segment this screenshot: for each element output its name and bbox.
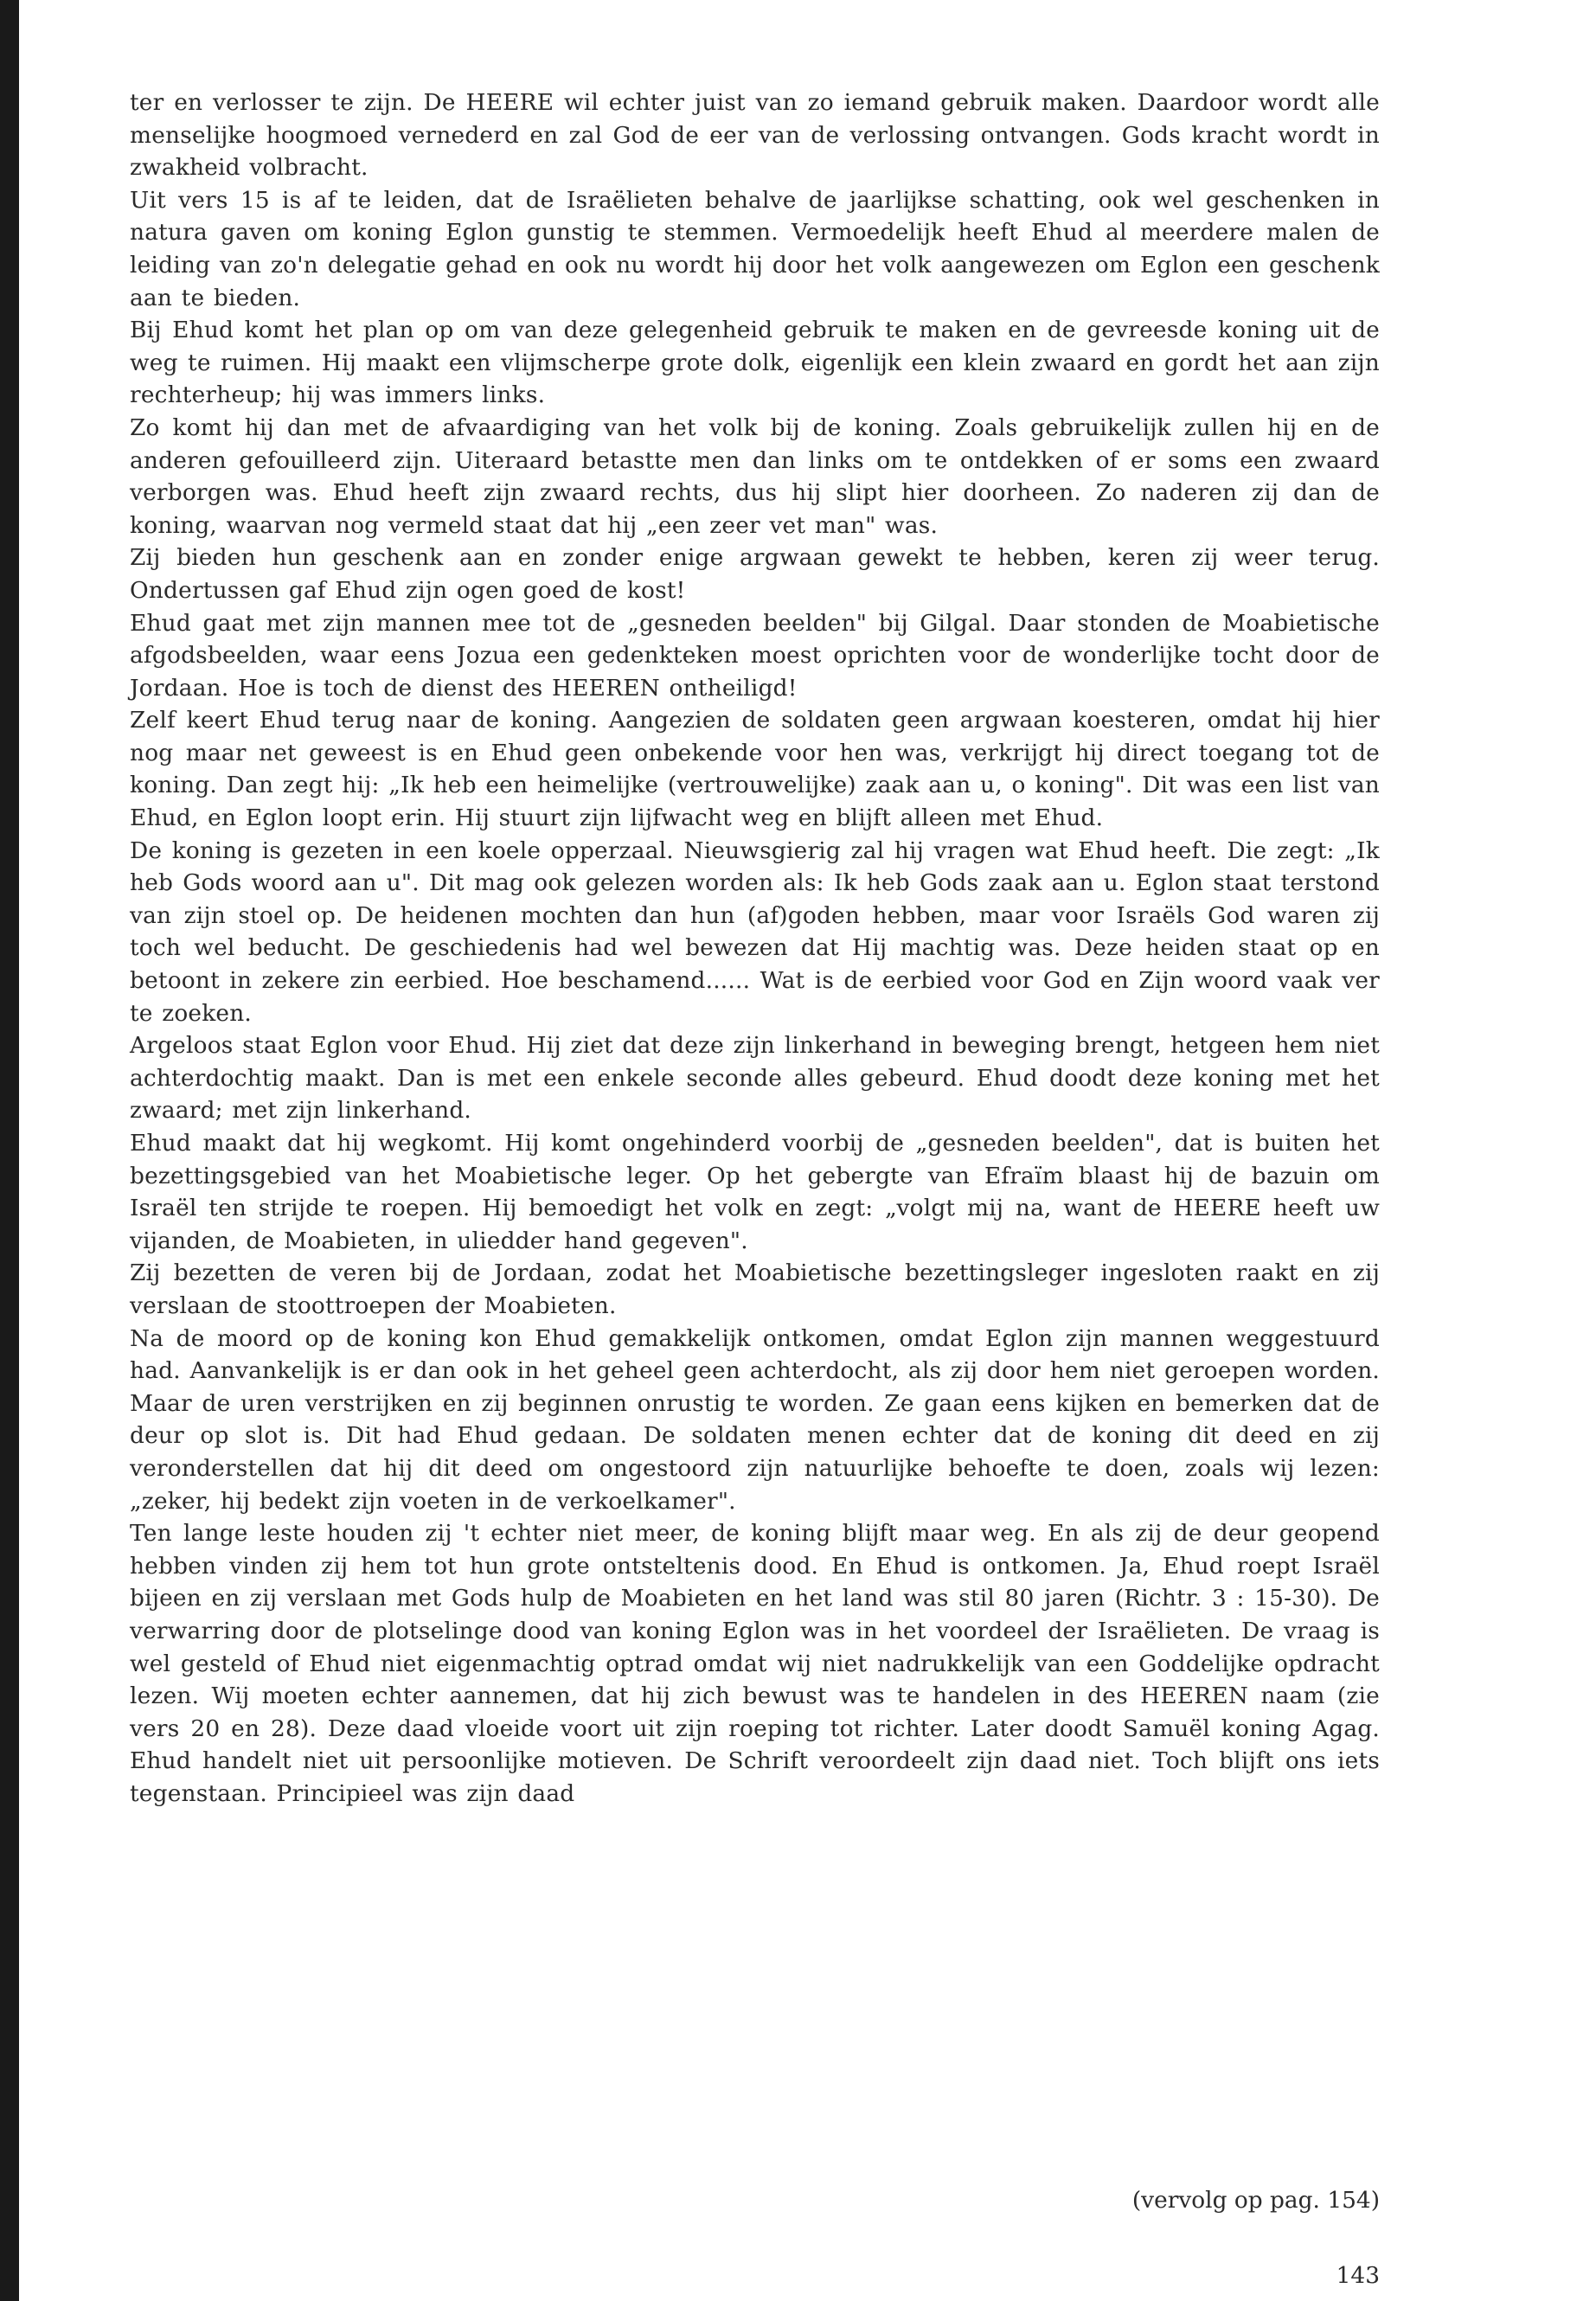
page-number: 143 — [1336, 2262, 1380, 2289]
paragraph-7: Zelf keert Ehud terug naar de koning. Aangezien de soldaten geen argwaan koesteren, omdat hij hier nog maar net geweest is en Ehud geen onbekende voor hen was, verkrijgt hij direct toegang tot de koning. Dan zegt hij: „Ik heb een heimelijke (vertrouwelijke) zaak aan u, o koning". Dit was een list van Ehud, en Eglon loopt erin. Hij stuurt zijn lijfwacht weg en blijft alleen met Ehud. — [130, 707, 1380, 832]
paragraph-10: Ehud maakt dat hij wegkomt. Hij komt ongehinderd voorbij de „gesneden beelden", dat is buiten het bezettingsgebied van het Moabietische leger. Op het gebergte van Efraïm blaast hij de bazuin om Israël ten strijde te roepen. Hij bemoedigt het volk en zegt: „volgt mij na, want de HEERE heeft uw vijanden, de Moabieten, in uliedder hand gegeven". — [130, 1130, 1380, 1254]
paragraph-6: Ehud gaat met zijn mannen mee tot de „gesneden beelden" bij Gilgal. Daar stonden de Moabietische afgodsbeelden, waar eens Jozua een gedenkteken moest oprichten voor de wonderlijke tocht door de Jordaan. Hoe is toch de dienst des HEEREN ontheiligd! — [130, 609, 1380, 702]
paragraph-12: Na de moord op de koning kon Ehud gemakkelijk ontkomen, omdat Eglon zijn mannen weggestuurd had. Aanvankelijk is er dan ook in het geheel geen achterdocht, als zij door hem niet geroepen worden. Maar de uren verstrijken en zij beginnen onrustig te worden. Ze gaan eens kijken en bemerken dat de deur op slot is. Dit had Ehud gedaan. De soldaten menen echter dat de koning dit deed en zij veronderstellen dat hij dit deed om ongestoord zijn natuurlijke behoefte te doen, zoals wij lezen: „zeker, hij bedekt zijn voeten in de verkoelkamer". — [130, 1324, 1380, 1515]
continuation-note: (vervolg op pag. 154) — [1131, 2187, 1380, 2214]
paragraph-4: Zo komt hij dan met de afvaardiging van het volk bij de koning. Zoals gebruikelijk zullen hij en de anderen gefouilleerd zijn. Uiteraard betastte men dan links om te ontdekken of er soms een zwaard verborgen was. Ehud heeft zijn zwaard rechts, dus hij slipt hier doorheen. Zo naderen zij dan de koning, waarvan nog vermeld staat dat hij „een zeer vet man" was. — [130, 413, 1380, 539]
paragraph-1: ter en verlosser te zijn. De HEERE wil echter juist van zo iemand gebruik maken. Daardoor wordt alle menselijke hoogmoed vernederd en zal God de eer van de verlossing ontvangen. Gods kracht wordt in zwakheid volbracht. — [130, 89, 1380, 182]
binding-edge — [0, 0, 19, 2301]
paragraph-2: Uit vers 15 is af te leiden, dat de Israëlieten behalve de jaarlijkse schatting, ook wel geschenken in natura gaven om koning Eglon gunstig te stemmen. Vermoedelijk heeft Ehud al meerdere malen de leiding van zo'n delegatie gehad en ook nu wordt hij door het volk aangewezen om Eglon een geschenk aan te bieden. — [130, 186, 1380, 311]
paragraph-13: Ten lange leste houden zij 't echter niet meer, de koning blijft maar weg. En als zij de deur geopend hebben vinden zij hem tot hun grote ontsteltenis dood. En Ehud is ontkomen. Ja, Ehud roept Israël bijeen en zij verslaan met Gods hulp de Moabieten en het land was stil 80 jaren (Richtr. 3 : 15-30). De verwarring door de plotselinge dood van koning Eglon was in het voordeel der Israëlieten. De vraag is wel gesteld of Ehud niet eigenmachtig optrad omdat wij niet nadrukkelijk van een Goddelijke opdracht lezen. Wij moeten echter aannemen, dat hij zich bewust was te handelen in des HEEREN naam (zie vers 20 en 28). Deze daad vloeide voort uit zijn roeping tot richter. Later doodt Samuël koning Agag. Ehud handelt niet uit persoonlijke motieven. De Schrift veroordeelt zijn daad niet. Toch blijft ons iets tegenstaan. Principieel was zijn daad — [130, 1520, 1380, 1807]
paragraph-8: De koning is gezeten in een koele opperzaal. Nieuwsgierig zal hij vragen wat Ehud heeft. Die zegt: „Ik heb Gods woord aan u". Dit mag ook gelezen worden als: Ik heb Gods zaak aan u. Eglon staat terstond van zijn stoel op. De heidenen mochten dan hun (af)goden hebben, maar voor Israëls God waren zij toch wel beducht. De geschiedenis had wel bewezen dat Hij machtig was. Deze heiden staat op en betoont in zekere zin eerbied. Hoe beschamend...... Wat is de eerbied voor God en Zijn woord vaak ver te zoeken. — [130, 836, 1380, 1027]
paragraph-11: Zij bezetten de veren bij de Jordaan, zodat het Moabietische bezettingsleger ingesloten raakt en zij verslaan de stoottroepen der Moabieten. — [130, 1259, 1380, 1319]
document-page — [130, 87, 1380, 2289]
paragraph-5: Zij bieden hun geschenk aan en zonder enige argwaan gewekt te hebben, keren zij weer terug. Ondertussen gaf Ehud zijn ogen goed de kost! — [130, 544, 1380, 604]
body-text — [130, 87, 1380, 1810]
paragraph-9: Argeloos staat Eglon voor Ehud. Hij ziet dat deze zijn linkerhand in beweging brengt, hetgeen hem niet achterdochtig maakt. Dan is met een enkele seconde alles gebeurd. Ehud doodt deze koning met het zwaard; met zijn linkerhand. — [130, 1032, 1380, 1125]
paragraph-3: Bij Ehud komt het plan op om van deze gelegenheid gebruik te maken en de gevreesde koning uit de weg te ruimen. Hij maakt een vlijmscherpe grote dolk, eigenlijk een klein zwaard en gordt het aan zijn rechterheup; hij was immers links. — [130, 317, 1380, 409]
